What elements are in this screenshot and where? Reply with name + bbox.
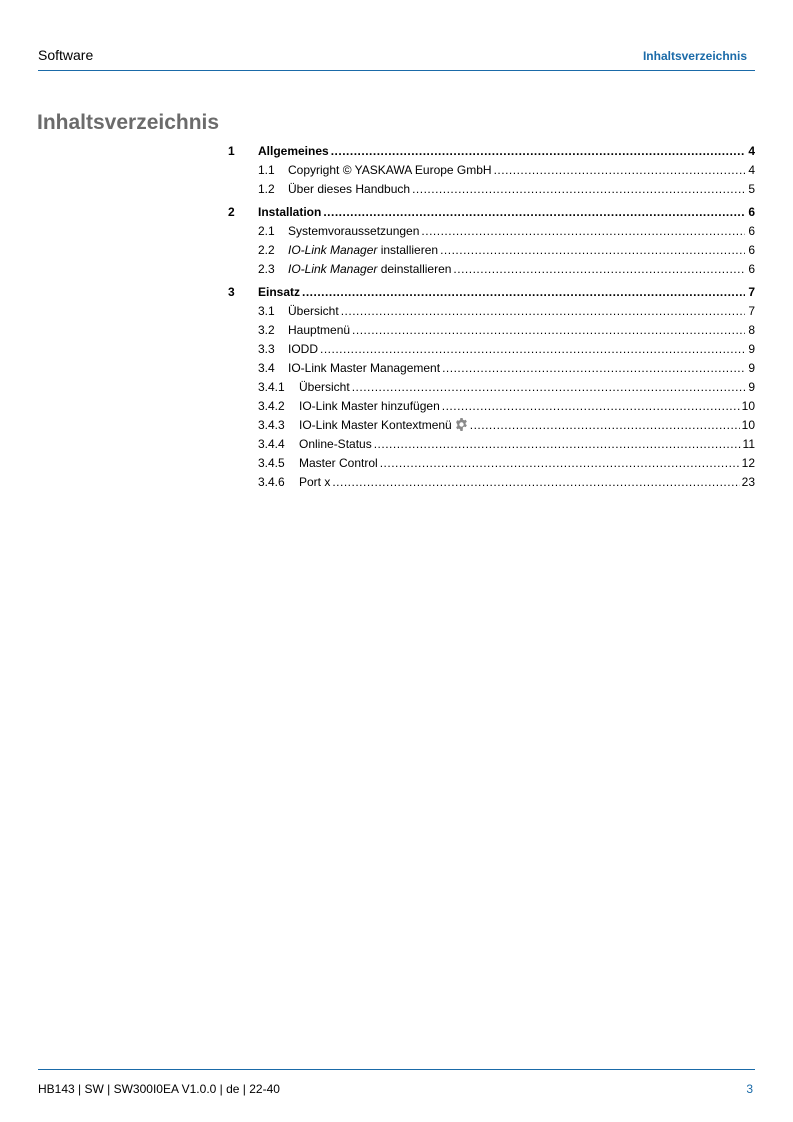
toc-page: 9 [748, 342, 755, 356]
header-divider [38, 70, 755, 71]
toc-label-action: deinstallieren [377, 262, 452, 276]
footer-document-id: HB143 | SW | SW300I0EA V1.0.0 | de | 22-40 [38, 1082, 280, 1096]
toc-page: 9 [748, 380, 755, 394]
toc-entry-2-2[interactable] [228, 242, 755, 261]
toc-number: 3.4.6 [258, 475, 285, 489]
toc-label: Übersicht [288, 304, 339, 318]
toc-page: 7 [748, 304, 755, 318]
toc-number: 3.4 [258, 361, 275, 375]
toc-page: 12 [741, 456, 755, 470]
toc-page: 10 [741, 399, 755, 413]
toc-entry-3-4-6[interactable] [228, 474, 755, 493]
toc-entry-1[interactable] [228, 143, 755, 162]
toc-page: 4 [748, 163, 755, 177]
toc-leader [323, 204, 745, 220]
toc-page: 6 [748, 205, 755, 219]
toc-number: 2 [228, 205, 235, 219]
toc-page: 10 [741, 418, 755, 432]
toc-number: 3 [228, 285, 235, 299]
toc-entry-1-1[interactable] [228, 162, 755, 181]
toc-leader [494, 162, 745, 178]
toc-entry-3-2[interactable] [228, 322, 755, 341]
header-chapter-name: Inhaltsverzeichnis [642, 49, 747, 63]
toc-entry-3-4-1[interactable] [228, 379, 755, 398]
toc-page: 4 [748, 144, 755, 158]
toc-entry-2-1[interactable] [228, 223, 755, 242]
toc-label: Copyright © YASKAWA Europe GmbH [288, 163, 492, 177]
toc-leader [453, 261, 745, 277]
toc-label: Installation [258, 205, 322, 219]
toc-number: 3.4.3 [258, 418, 285, 432]
toc-label: Master Control [299, 456, 378, 470]
toc-label [288, 261, 451, 277]
toc-label: IO-Link Master Management [288, 361, 441, 375]
toc-leader [374, 436, 741, 452]
toc-entry-2-3[interactable] [228, 261, 755, 280]
toc-number: 2.3 [258, 262, 275, 276]
toc-entry-3-4-4[interactable] [228, 436, 755, 455]
toc-leader [341, 303, 745, 319]
toc-label [288, 242, 438, 258]
toc-leader [380, 455, 740, 471]
toc-label: IODD [288, 342, 318, 356]
table-of-contents [228, 143, 755, 493]
toc-label: IO-Link Master hinzufügen [299, 399, 440, 413]
toc-entry-3-1[interactable] [228, 303, 755, 322]
toc-number: 2.1 [258, 224, 275, 238]
toc-page: 5 [748, 182, 755, 196]
page-title: Inhaltsverzeichnis [37, 111, 220, 134]
toc-leader [352, 379, 745, 395]
toc-label-product: IO-Link Manager [288, 262, 378, 276]
toc-label: Übersicht [299, 380, 350, 394]
toc-entry-3-3[interactable] [228, 341, 755, 360]
toc-label: Systemvoraussetzungen [288, 224, 420, 238]
toc-number: 3.4.4 [258, 437, 285, 451]
toc-number: 1 [228, 144, 235, 158]
toc-entry-3[interactable] [228, 284, 755, 303]
toc-page: 6 [748, 243, 755, 257]
toc-label: Hauptmenü [288, 323, 351, 337]
toc-number: 3.4.1 [258, 380, 285, 394]
toc-label: Allgemeines [258, 144, 329, 158]
toc-entry-1-2[interactable] [228, 181, 755, 200]
toc-number: 1.1 [258, 163, 275, 177]
toc-entry-3-4-3[interactable] [228, 417, 755, 436]
toc-label-product: IO-Link Manager [288, 243, 378, 257]
toc-page: 23 [741, 475, 755, 489]
toc-number: 3.3 [258, 342, 275, 356]
toc-leader [302, 284, 745, 300]
toc-leader [320, 341, 745, 357]
toc-leader [412, 181, 745, 197]
toc-label: Einsatz [258, 285, 301, 299]
toc-page: 7 [748, 285, 755, 299]
toc-label [299, 417, 468, 433]
toc-page: 11 [742, 437, 755, 451]
footer-page-number: 3 [746, 1082, 753, 1096]
toc-leader [421, 223, 745, 239]
toc-label-action: installieren [377, 243, 439, 257]
toc-label-text: IO-Link Master Kontextmenü [299, 418, 452, 432]
toc-entry-2[interactable] [228, 204, 755, 223]
toc-leader [442, 360, 745, 376]
header-section-name: Software [38, 47, 94, 63]
toc-page: 6 [748, 262, 755, 276]
gear-icon [455, 418, 468, 431]
toc-number: 3.1 [258, 304, 275, 318]
toc-page: 9 [748, 361, 755, 375]
footer-divider [38, 1069, 755, 1070]
toc-label: Online-Status [299, 437, 372, 451]
toc-page: 8 [748, 323, 755, 337]
toc-label: Port x [299, 475, 331, 489]
toc-leader [331, 143, 745, 159]
toc-leader [332, 474, 739, 490]
toc-leader [352, 322, 745, 338]
toc-leader [470, 417, 740, 433]
toc-number: 3.4.5 [258, 456, 285, 470]
toc-leader [440, 242, 745, 258]
toc-number: 3.4.2 [258, 399, 285, 413]
toc-page: 6 [748, 224, 755, 238]
toc-entry-3-4-2[interactable] [228, 398, 755, 417]
toc-number: 3.2 [258, 323, 275, 337]
toc-label: Über dieses Handbuch [288, 182, 411, 196]
toc-entry-3-4-5[interactable] [228, 455, 755, 474]
toc-number: 1.2 [258, 182, 275, 196]
toc-number: 2.2 [258, 243, 275, 257]
toc-entry-3-4[interactable] [228, 360, 755, 379]
toc-leader [442, 398, 740, 414]
